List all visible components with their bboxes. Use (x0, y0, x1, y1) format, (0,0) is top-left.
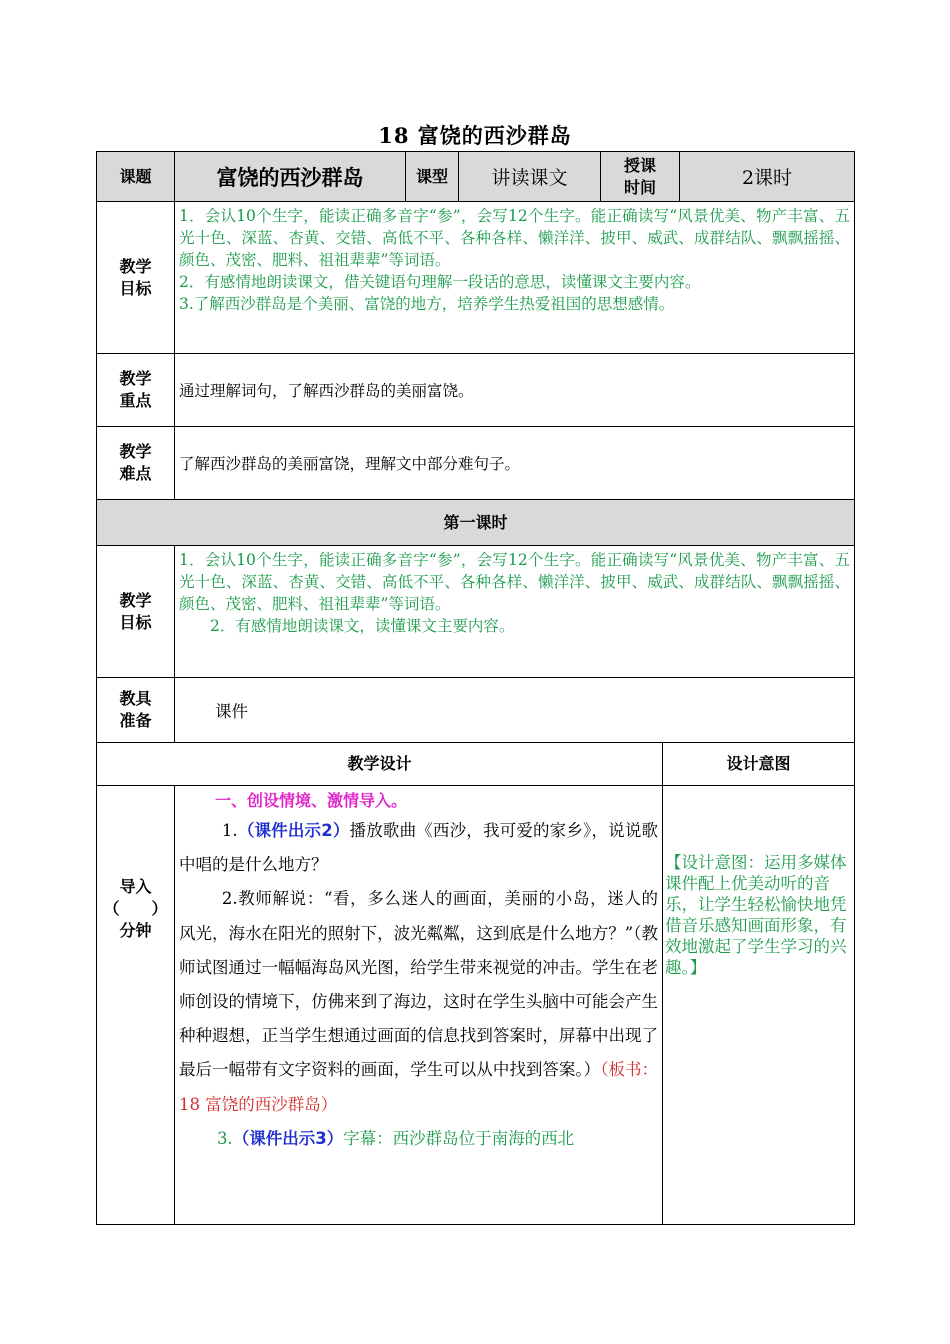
tools-content-cell (174, 677, 855, 743)
goal-item-2: 2．有感情地朗读课文，借关键语句理解一段话的意思，读懂课文主要内容。 (179, 273, 701, 291)
intro-section-title: 一、创设情境、激情导入。 (215, 791, 408, 810)
intro-p3-cue: （课件出示3） (232, 1128, 344, 1148)
goals-label-line1: 教学 (119, 256, 152, 276)
intro-label-line3: 分钟 (119, 921, 152, 940)
goals-content-cell (174, 201, 855, 354)
page-title: 18 富饶的西沙群岛 (378, 123, 572, 148)
tools-label-cell (96, 677, 175, 743)
intro-p3-text: 字幕：西沙群岛位于南海的西北 (343, 1128, 575, 1148)
goals-label-line2: 目标 (119, 278, 152, 298)
intent-header: 设计意图 (726, 754, 791, 773)
intro-p1-text: 播放歌曲《西沙，我可爱的家乡》，说说歌中唱的是什么地方？ (179, 821, 658, 875)
goals-label-cell (96, 201, 175, 354)
intro-design-cell (174, 785, 663, 1225)
key-points-label-line2: 重点 (119, 391, 152, 410)
lesson1-heading-cell (96, 499, 855, 546)
key-points-label-line1: 教学 (119, 369, 152, 388)
key-points-text: 通过理解词句，了解西沙群岛的美丽富饶。 (179, 382, 474, 400)
intro-intent-cell (662, 785, 855, 1225)
topic-label: 课题 (119, 166, 152, 186)
type-label: 课型 (415, 166, 448, 186)
intro-p2-board: （板书：18 富饶的西沙群岛） (179, 1060, 659, 1114)
difficulties-text: 了解西沙群岛的美丽富饶，理解文中部分难句子。 (179, 455, 521, 473)
intro-intent-text: 【设计意图：运用多媒体课件配上优美动听的音乐，让学生轻松愉快地凭借音乐感知画面形象，有效地激起了学生学习的兴趣。】 (665, 853, 847, 977)
intro-p1-cue: （课件出示2） (237, 821, 350, 840)
intro-label-line1: 导入 (119, 877, 152, 896)
type-value-cell (458, 151, 601, 202)
intro-p3-num: 3. (216, 1128, 233, 1148)
intro-p1-num: 1. (221, 821, 238, 840)
lesson1-goals-label-line1: 教学 (119, 590, 152, 610)
lesson1-goal-1: 1．会认10个生字，能读正确多音字“参”，会写12个生字。能正确读写“风景优美、物产丰富、五光十色、深蓝、杏黄、交错、高低不平、各种各样、懒洋洋、披甲、威武、成群结队、飘飘摇摇、颜色、茂密、肥料、祖祖辈辈”等词语。 (179, 551, 850, 613)
lesson1-goal-2: 2．有感情地朗读课文，读懂课文主要内容。 (210, 617, 515, 635)
design-header: 教学设计 (347, 754, 412, 773)
hours-value: 2课时 (741, 167, 793, 189)
difficulties-label-cell (96, 426, 175, 500)
type-label-cell (405, 151, 459, 202)
tools-value: 课件 (215, 702, 248, 721)
type-value: 讲读课文 (491, 167, 568, 189)
topic-value-cell (174, 151, 406, 202)
hours-label-cell (600, 151, 680, 202)
difficulties-content-cell (174, 426, 855, 500)
tools-label-line1: 教具 (119, 689, 152, 708)
lesson1-goals-label-line2: 目标 (119, 612, 152, 632)
goal-item-3: 3.了解西沙群岛是个美丽、富饶的地方，培养学生热爱祖国的思想感情。 (179, 295, 675, 313)
intro-p2-text: 2.教师解说：“看，多么迷人的画面，美丽的小岛，迷人的风光，海水在阳光的照射下，波光粼粼，这到底是什么地方？”（教师试图通过一幅幅海岛风光图，给学生带来视觉的冲击。学生在老师创设的情境下，仿佛来到了海边，这时在学生头脑中可能会产生种种遐想，正当学生想通过画面的信息找到答案时，屏幕中出现了最后一幅带有文字资料的画面，学生可以从中找到答案。） (179, 889, 658, 1080)
lesson1-goals-content-cell (174, 545, 855, 678)
lesson1-heading: 第一课时 (443, 512, 508, 532)
difficulties-label-line2: 难点 (119, 464, 152, 483)
difficulties-label-line1: 教学 (119, 442, 152, 461)
tools-label-line2: 准备 (119, 711, 152, 730)
intent-header-cell (662, 742, 855, 786)
hours-value-cell (679, 151, 855, 202)
topic-value: 富饶的西沙群岛 (216, 164, 364, 190)
hours-label-line2: 时间 (623, 177, 656, 197)
key-points-content-cell (174, 353, 855, 427)
intro-label-line2: （ ） (103, 899, 168, 918)
key-points-label-cell (96, 353, 175, 427)
topic-label-cell (96, 151, 175, 202)
design-header-cell (96, 742, 663, 786)
intro-label-cell (96, 785, 175, 1225)
lesson1-goals-label-cell (96, 545, 175, 678)
hours-label-line1: 授课 (623, 155, 656, 175)
goal-item-1: 1．会认10个生字，能读正确多音字“参”，会写12个生字。能正确读写“风景优美、物产丰富、五光十色、深蓝、杏黄、交错、高低不平、各种各样、懒洋洋、披甲、威武、成群结队、飘飘摇摇、颜色、茂密、肥料、祖祖辈辈”等词语。 (179, 207, 850, 269)
